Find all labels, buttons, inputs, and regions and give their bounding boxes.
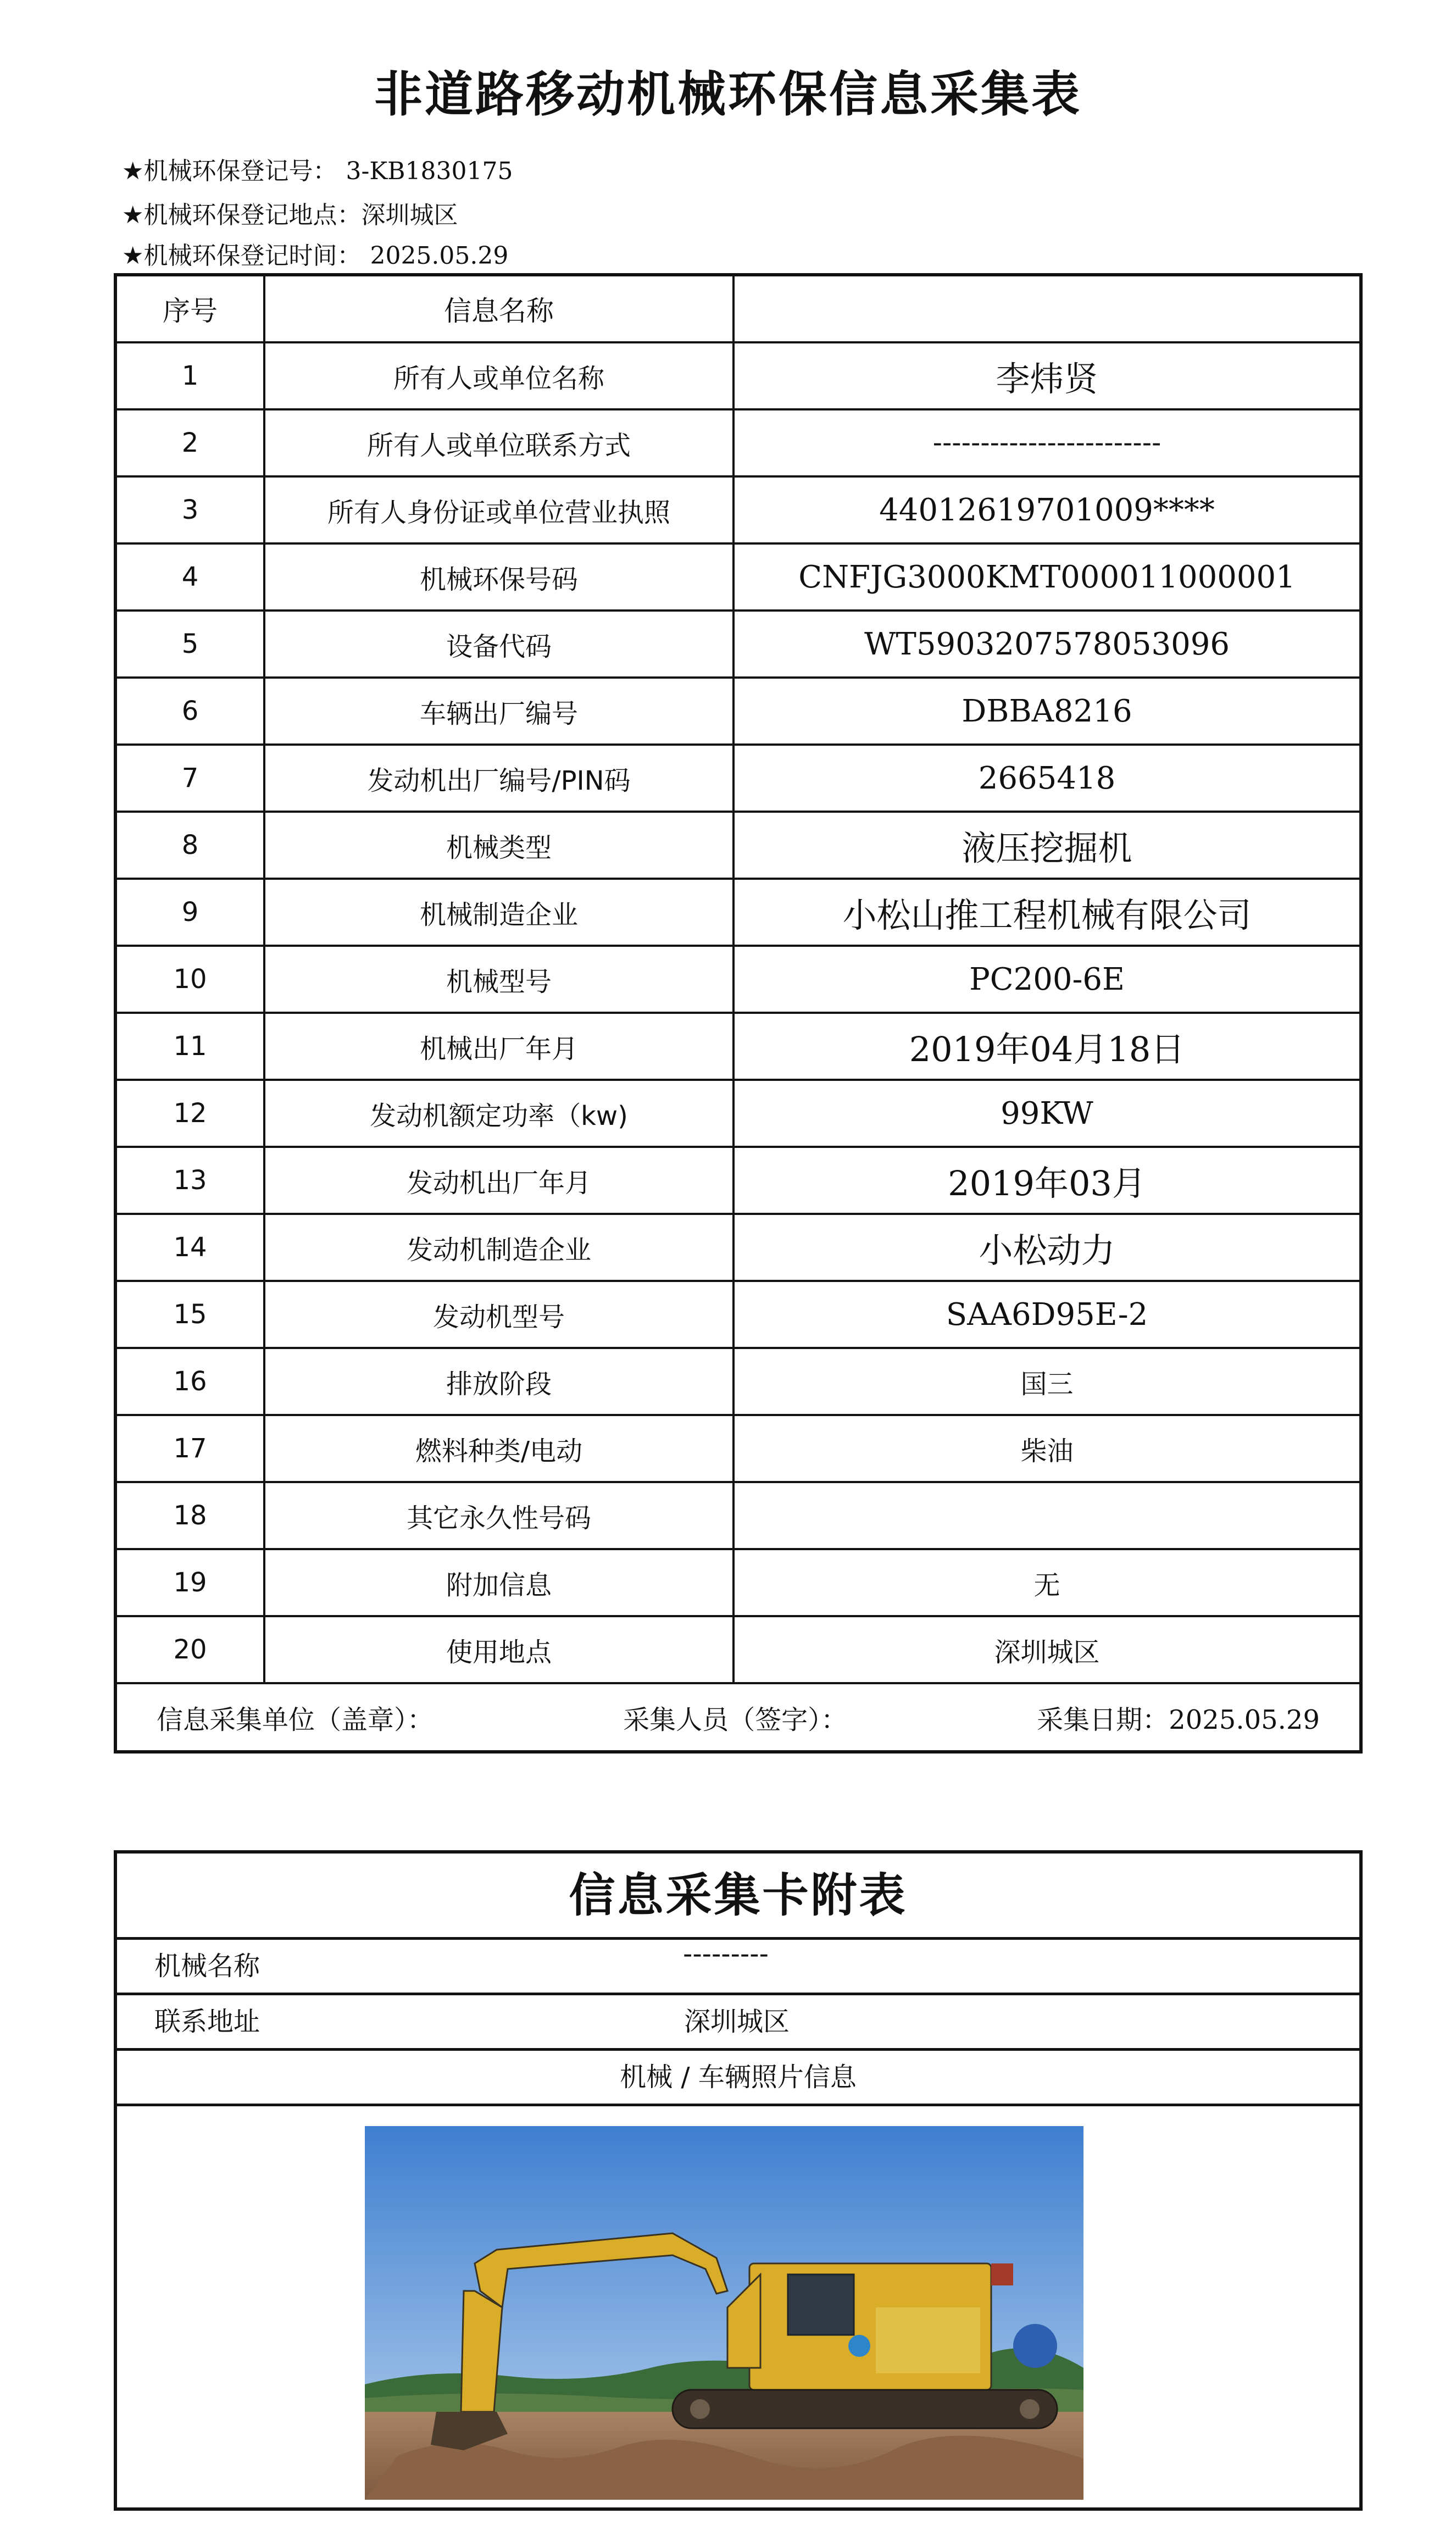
table-row bbox=[115, 611, 1361, 678]
table-row bbox=[115, 1616, 1361, 1683]
photo-section-row bbox=[117, 2051, 1359, 2106]
table-row bbox=[115, 543, 1361, 611]
row-value: 李炜贤 bbox=[733, 342, 1361, 409]
registration-time-value: 2025.05.29 bbox=[370, 242, 509, 270]
row-label: 使用地点 bbox=[264, 1616, 733, 1683]
collection-date bbox=[1037, 1699, 1320, 1736]
header-value bbox=[733, 275, 1361, 342]
contact-address-value: 深圳城区 bbox=[684, 2006, 790, 2037]
row-value: DBBA8216 bbox=[733, 678, 1361, 745]
registration-number-label: ★机械环保登记号： bbox=[122, 157, 337, 185]
row-no: 4 bbox=[115, 543, 264, 611]
row-label: 发动机出厂编号/PIN码 bbox=[264, 745, 733, 812]
registration-number bbox=[122, 155, 513, 188]
row-no: 2 bbox=[115, 409, 264, 476]
table-row bbox=[115, 476, 1361, 543]
row-no: 18 bbox=[115, 1482, 264, 1549]
registration-location bbox=[122, 199, 458, 232]
collector-label: 采集人员（签字）： bbox=[623, 1704, 848, 1735]
table-row bbox=[115, 812, 1361, 879]
row-no: 19 bbox=[115, 1549, 264, 1616]
row-no: 15 bbox=[115, 1281, 264, 1348]
row-label: 机械制造企业 bbox=[264, 879, 733, 946]
page-title: 非道路移动机械环保信息采集表 bbox=[374, 66, 1082, 123]
row-label: 机械环保号码 bbox=[264, 543, 733, 611]
row-no: 8 bbox=[115, 812, 264, 879]
row-label: 其它永久性号码 bbox=[264, 1482, 733, 1549]
collection-date-label: 采集日期： bbox=[1037, 1704, 1169, 1735]
row-no: 13 bbox=[115, 1147, 264, 1214]
row-value: SAA6D95E-2 bbox=[733, 1281, 1361, 1348]
registration-time bbox=[122, 240, 508, 273]
table-row bbox=[115, 342, 1361, 409]
row-no: 3 bbox=[115, 476, 264, 543]
row-value: 无 bbox=[733, 1549, 1361, 1616]
row-value: 小松山推工程机械有限公司 bbox=[733, 879, 1361, 946]
contact-address-label: 联系地址 bbox=[154, 2006, 260, 2037]
row-value: 44012619701009**** bbox=[733, 476, 1361, 543]
row-label: 机械出厂年月 bbox=[264, 1013, 733, 1080]
row-label: 机械类型 bbox=[264, 812, 733, 879]
header-name: 信息名称 bbox=[264, 275, 733, 342]
row-label: 发动机额定功率（kw) bbox=[264, 1080, 733, 1147]
row-label: 排放阶段 bbox=[264, 1348, 733, 1415]
row-label: 燃料种类/电动 bbox=[264, 1415, 733, 1482]
registration-time-label: ★机械环保登记时间： bbox=[122, 242, 362, 270]
appendix-card bbox=[114, 1850, 1363, 2511]
table-row bbox=[115, 1147, 1361, 1214]
row-label: 附加信息 bbox=[264, 1549, 733, 1616]
appendix-title: 信息采集卡附表 bbox=[117, 1854, 1359, 1940]
machine-name-label: 机械名称 bbox=[154, 1951, 260, 1982]
contact-address-row bbox=[117, 1995, 1359, 2051]
row-no: 20 bbox=[115, 1616, 264, 1683]
row-no: 9 bbox=[115, 879, 264, 946]
table-footer bbox=[115, 1683, 1361, 1752]
table-row bbox=[115, 1281, 1361, 1348]
table-row bbox=[115, 946, 1361, 1013]
row-value: 2019年04月18日 bbox=[733, 1013, 1361, 1080]
row-value: PC200-6E bbox=[733, 946, 1361, 1013]
row-no: 10 bbox=[115, 946, 264, 1013]
row-value: ------------------------ bbox=[733, 409, 1361, 476]
collection-date-value: 2025.05.29 bbox=[1169, 1704, 1320, 1735]
row-label: 机械型号 bbox=[264, 946, 733, 1013]
excavator-photo-image bbox=[365, 2126, 1083, 2500]
row-value: 柴油 bbox=[733, 1415, 1361, 1482]
row-label: 所有人身份证或单位营业执照 bbox=[264, 476, 733, 543]
row-value: WT5903207578053096 bbox=[733, 611, 1361, 678]
row-label: 发动机制造企业 bbox=[264, 1214, 733, 1281]
table-row bbox=[115, 1214, 1361, 1281]
table-row bbox=[115, 1013, 1361, 1080]
table-footer-row bbox=[115, 1683, 1361, 1752]
table-header-row bbox=[115, 275, 1361, 342]
row-no: 12 bbox=[115, 1080, 264, 1147]
row-value: 2019年03月 bbox=[733, 1147, 1361, 1214]
table-row bbox=[115, 1549, 1361, 1616]
row-value: CNFJG3000KMT000011000001 bbox=[733, 543, 1361, 611]
row-label: 车辆出厂编号 bbox=[264, 678, 733, 745]
collection-unit-label: 信息采集单位（盖章）： bbox=[157, 1704, 434, 1735]
row-value: 液压挖掘机 bbox=[733, 812, 1361, 879]
info-table bbox=[114, 273, 1363, 1754]
row-no: 6 bbox=[115, 678, 264, 745]
row-no: 1 bbox=[115, 342, 264, 409]
row-label: 设备代码 bbox=[264, 611, 733, 678]
row-value: 小松动力 bbox=[733, 1214, 1361, 1281]
row-no: 14 bbox=[115, 1214, 264, 1281]
row-value: 2665418 bbox=[733, 745, 1361, 812]
row-value: 99KW bbox=[733, 1080, 1361, 1147]
row-no: 11 bbox=[115, 1013, 264, 1080]
row-label: 发动机型号 bbox=[264, 1281, 733, 1348]
footer-fields bbox=[129, 1699, 1347, 1736]
excavator-photo bbox=[365, 2126, 1083, 2500]
row-value: 国三 bbox=[733, 1348, 1361, 1415]
header-no: 序号 bbox=[115, 275, 264, 342]
photo-section-label: 机械 / 车辆照片信息 bbox=[620, 2062, 857, 2093]
table-row bbox=[115, 678, 1361, 745]
table-row bbox=[115, 1080, 1361, 1147]
table-row bbox=[115, 1482, 1361, 1549]
row-no: 17 bbox=[115, 1415, 264, 1482]
table-row bbox=[115, 745, 1361, 812]
table-row bbox=[115, 879, 1361, 946]
registration-location-value: 深圳城区 bbox=[361, 201, 458, 229]
row-no: 7 bbox=[115, 745, 264, 812]
row-no: 16 bbox=[115, 1348, 264, 1415]
table-row bbox=[115, 1348, 1361, 1415]
row-label: 所有人或单位名称 bbox=[264, 342, 733, 409]
machine-name-row bbox=[117, 1940, 1359, 1995]
machine-name-value: --------- bbox=[683, 1939, 769, 1969]
row-value: 深圳城区 bbox=[733, 1616, 1361, 1683]
table-row bbox=[115, 409, 1361, 476]
table-row bbox=[115, 1415, 1361, 1482]
registration-location-label: ★机械环保登记地点： bbox=[122, 201, 362, 229]
row-value bbox=[733, 1482, 1361, 1549]
row-label: 发动机出厂年月 bbox=[264, 1147, 733, 1214]
row-no: 5 bbox=[115, 611, 264, 678]
row-label: 所有人或单位联系方式 bbox=[264, 409, 733, 476]
registration-number-value: 3-KB1830175 bbox=[346, 157, 513, 185]
